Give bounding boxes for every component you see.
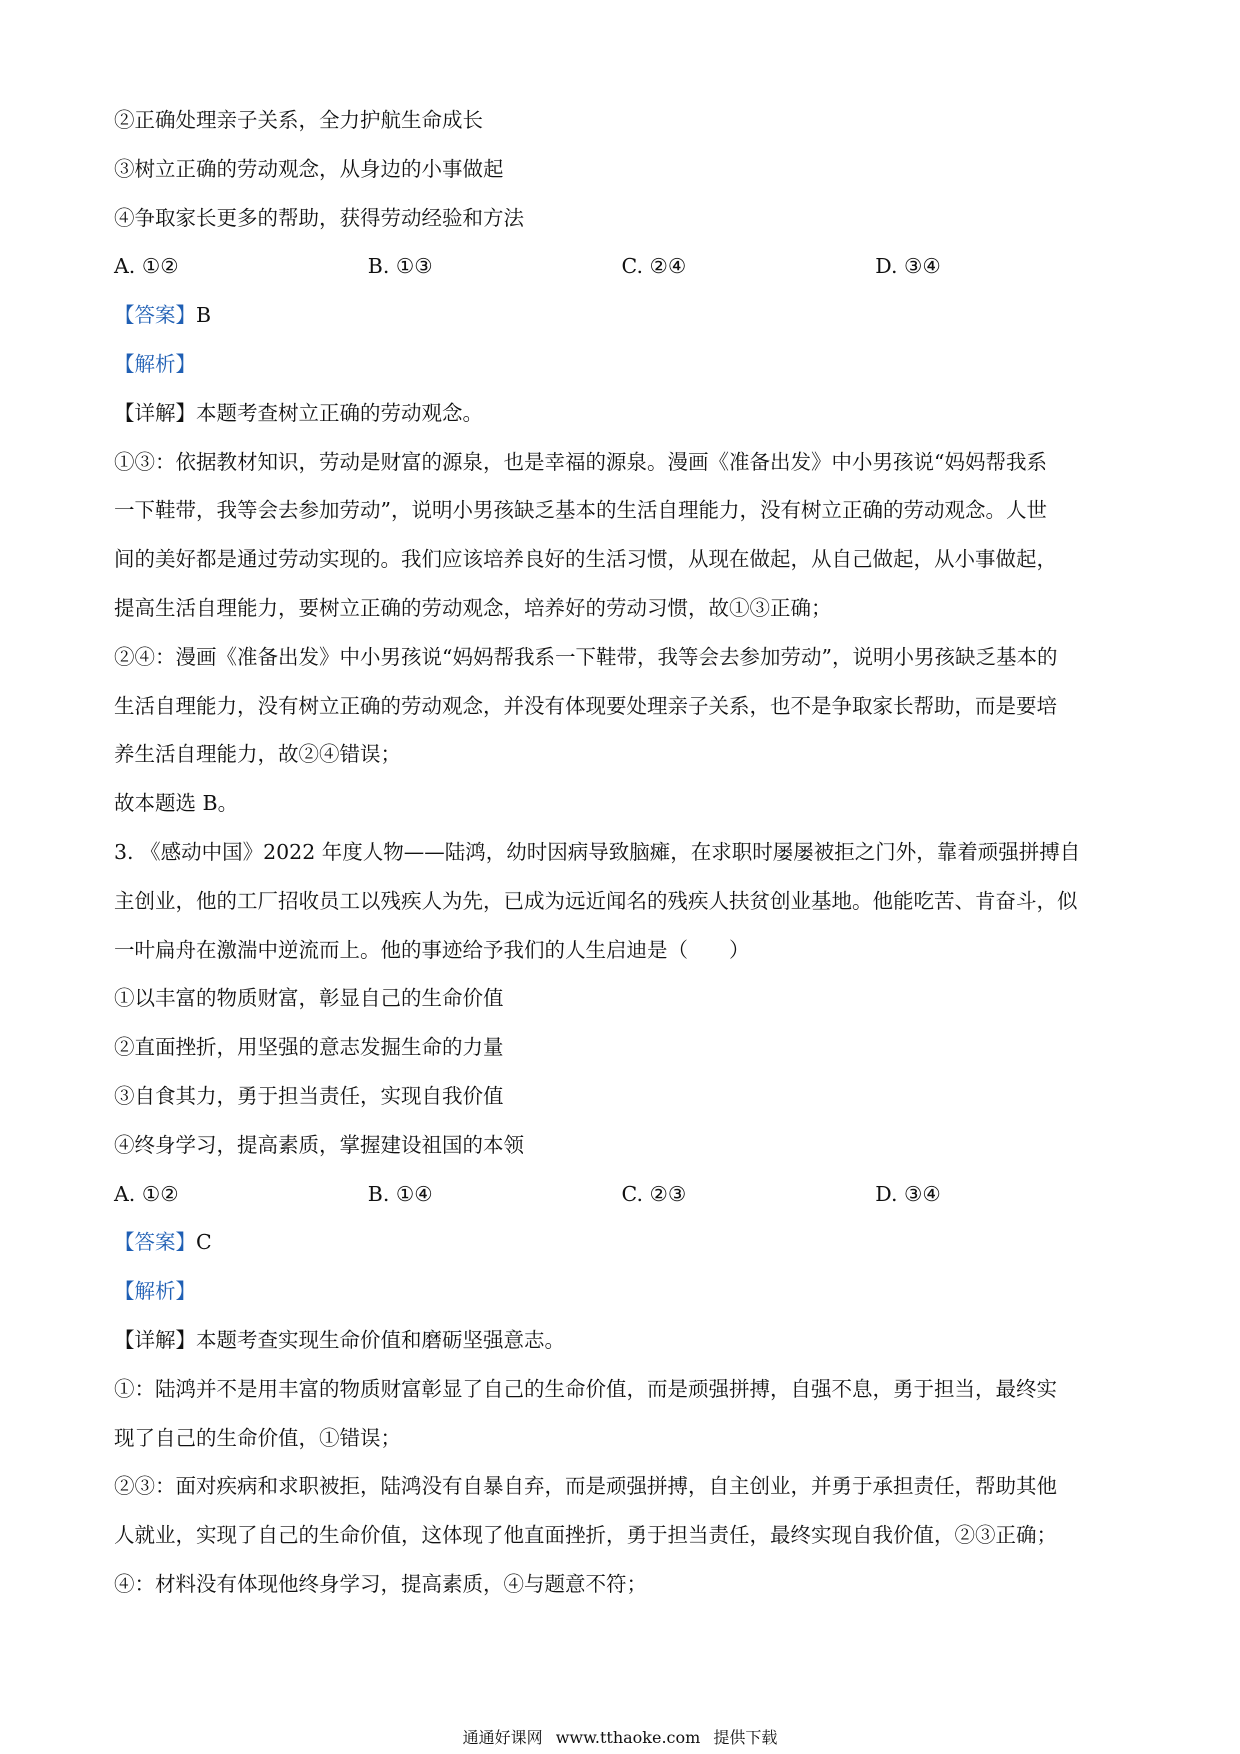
q2-option-b: B. ①③ xyxy=(367,254,433,279)
q3-question-line: 一叶扁舟在激湍中逆流而上。他的事迹给予我们的人生启迪是（ ） xyxy=(114,937,750,962)
footer-site-name: 通通好课网 xyxy=(462,1728,543,1747)
q2-statement-4: ④争取家长更多的帮助，获得劳动经验和方法 xyxy=(114,205,524,230)
q2-para2-line: 生活自理能力，没有树立正确的劳动观念，并没有体现要处理亲子关系，也不是争取家长帮助，而是要培 xyxy=(114,693,1057,718)
q3-statement-2: ②直面挫折，用坚强的意志发掘生命的力量 xyxy=(114,1035,504,1060)
q2-options xyxy=(114,242,1129,291)
q2-analysis-tag: 【解析】 xyxy=(114,351,196,376)
q3-statement-1: ①以丰富的物质财富，彰显自己的生命价值 xyxy=(114,986,504,1011)
q3-option-d: D. ③④ xyxy=(875,1181,941,1206)
q2-conclusion: 故本题选 B。 xyxy=(114,791,239,816)
q3-statement-4: ④终身学习，提高素质，掌握建设祖国的本领 xyxy=(114,1132,524,1157)
q2-para1-line: 提高生活自理能力，要树立正确的劳动观念，培养好的劳动习惯，故①③正确； xyxy=(114,595,832,620)
q2-option-c: C. ②④ xyxy=(621,254,687,279)
q2-para1-line: ①③：依据教材知识，劳动是财富的源泉，也是幸福的源泉。漫画《准备出发》中小男孩说“妈妈帮我系 xyxy=(114,449,1047,474)
document-content xyxy=(114,96,1129,1609)
q3-statement-3: ③自食其力，勇于担当责任，实现自我价值 xyxy=(114,1083,504,1108)
q2-statement-3: ③树立正确的劳动观念，从身边的小事做起 xyxy=(114,156,504,181)
q2-para2-line: 养生活自理能力，故②④错误； xyxy=(114,742,401,767)
q2-answer-tag: 【答案】 xyxy=(114,303,196,328)
footer-url[interactable]: www.tthaoke.com xyxy=(555,1728,701,1747)
q3-analysis-tag: 【解析】 xyxy=(114,1279,196,1304)
q3-question-line: 3. 《感动中国》2022 年度人物——陆鸿，幼时因病导致脑瘫，在求职时屡屡被拒之门外，靠着顽强拼搏自 xyxy=(114,839,1081,864)
q3-answer xyxy=(114,1218,1129,1267)
q3-para1-line: 现了自己的生命价值，①错误； xyxy=(114,1425,401,1450)
q3-para2-line: 人就业，实现了自己的生命价值，这体现了他直面挫折，勇于担当责任，最终实现自我价值，②③正确； xyxy=(114,1523,1057,1548)
q2-answer xyxy=(114,291,1129,340)
q3-answer-tag: 【答案】 xyxy=(114,1230,196,1255)
q3-detail: 【详解】本题考查实现生命价值和磨砺坚强意志。 xyxy=(114,1327,565,1352)
q3-option-c: C. ②③ xyxy=(621,1181,687,1206)
q2-para2-line: ②④：漫画《准备出发》中小男孩说“妈妈帮我系一下鞋带，我等会去参加劳动”，说明小男孩缺乏基本的 xyxy=(114,644,1058,669)
q3-option-a: A. ①② xyxy=(114,1181,179,1206)
q3-para1-line: ①：陆鸿并不是用丰富的物质财富彰显了自己的生命价值，而是顽强拼搏，自强不息，勇于担当，最终实 xyxy=(114,1376,1057,1401)
q2-para1-line: 一下鞋带，我等会去参加劳动”，说明小男孩缺乏基本的生活自理能力，没有树立正确的劳动观念。人世 xyxy=(114,498,1047,523)
q3-para3: ④：材料没有体现他终身学习，提高素质，④与题意不符； xyxy=(114,1571,647,1596)
q3-answer-value: C xyxy=(196,1230,212,1255)
q2-statement-2: ②正确处理亲子关系，全力护航生命成长 xyxy=(114,108,483,132)
q2-option-a: A. ①② xyxy=(114,254,179,279)
page-footer xyxy=(0,1725,1240,1748)
footer-note: 提供下载 xyxy=(713,1728,778,1747)
q2-answer-value: B xyxy=(196,303,212,328)
q2-para1-line: 间的美好都是通过劳动实现的。我们应该培养良好的生活习惯，从现在做起，从自己做起，从小事做起， xyxy=(114,547,1057,572)
q2-detail: 【详解】本题考查树立正确的劳动观念。 xyxy=(114,400,483,425)
q3-question-line: 主创业，他的工厂招收员工以残疾人为先，已成为远近闻名的残疾人扶贫创业基地。他能吃苦、肯奋斗，似 xyxy=(114,888,1078,913)
q3-para2-line: ②③：面对疾病和求职被拒，陆鸿没有自暴自弃，而是顽强拼搏，自主创业，并勇于承担责任，帮助其他 xyxy=(114,1474,1057,1499)
q2-option-d: D. ③④ xyxy=(875,254,941,279)
q3-options xyxy=(114,1170,1129,1219)
q3-option-b: B. ①④ xyxy=(367,1181,433,1206)
